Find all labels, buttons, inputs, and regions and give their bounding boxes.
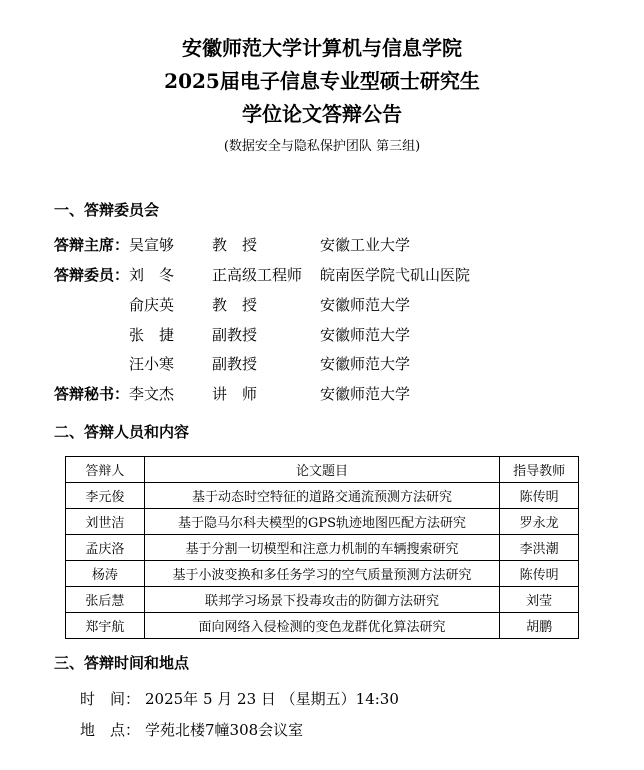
member-title: 副教授: [212, 326, 258, 344]
member-role: 答辩主席：: [54, 236, 130, 254]
committee-heading: 一、答辩委员会: [54, 201, 160, 219]
student-cell: 李元俊: [66, 483, 145, 509]
member-title: 讲 师: [212, 385, 258, 403]
member-title: 教 授: [212, 296, 258, 314]
defense-table: [65, 456, 579, 639]
time-label: 时 间：: [80, 690, 141, 708]
header-line-1: 安徽师范大学计算机与信息学院: [182, 36, 462, 60]
place-label: 地 点：: [80, 721, 141, 739]
student-cell: 孟庆洛: [66, 535, 145, 561]
member-role: 答辩秘书：: [54, 385, 130, 403]
advisor-cell: 罗永龙: [500, 509, 579, 535]
thesis-cell: 联邦学习场景下投毒攻击的防御方法研究: [144, 587, 500, 613]
thesis-cell: 基于分割一切模型和注意力机制的车辆搜索研究: [144, 535, 500, 561]
header-line-2: 2025届电子信息专业型硕士研究生: [164, 69, 480, 93]
member-org: 安徽师范大学: [320, 326, 411, 344]
member-name: 张 捷: [129, 326, 175, 344]
student-cell: 杨涛: [66, 561, 145, 587]
member-role: 答辩委员：: [54, 266, 130, 284]
advisor-cell: 胡鹏: [500, 613, 579, 639]
table-row: [66, 535, 579, 561]
member-org: 安徽师范大学: [320, 355, 411, 373]
student-cell: 张后慧: [66, 587, 145, 613]
member-title: 教 授: [212, 236, 258, 254]
member-org: 安徽工业大学: [320, 236, 411, 254]
member-name: 李文杰: [129, 385, 175, 403]
group-subtitle: (数据安全与隐私保护团队 第三组): [223, 139, 421, 154]
thesis-cell: 基于小波变换和多任务学习的空气质量预测方法研究: [144, 561, 500, 587]
defense-heading: 二、答辩人员和内容: [54, 423, 190, 441]
table-row: [66, 483, 579, 509]
thesis-cell: 基于隐马尔科夫模型的GPS轨迹地图匹配方法研究: [144, 509, 500, 535]
schedule-heading: 三、答辩时间和地点: [54, 654, 190, 672]
column-header-student: 答辩人: [66, 457, 145, 483]
table-header-row: [66, 457, 579, 483]
advisor-cell: 李洪潮: [500, 535, 579, 561]
table-row: [66, 509, 579, 535]
member-title: 副教授: [212, 355, 258, 373]
thesis-cell: 面向网络入侵检测的变色龙群优化算法研究: [144, 613, 500, 639]
advisor-cell: 陈传明: [500, 483, 579, 509]
student-cell: 刘世洁: [66, 509, 145, 535]
member-org: 安徽师范大学: [320, 385, 411, 403]
column-header-advisor: 指导教师: [500, 457, 579, 483]
student-cell: 郑宇航: [66, 613, 145, 639]
table-row: [66, 613, 579, 639]
member-name: 吴宣够: [129, 236, 175, 254]
advisor-cell: 刘莹: [500, 587, 579, 613]
member-title: 正高级工程师: [212, 266, 303, 284]
member-name: 汪小寒: [129, 355, 175, 373]
member-org: 皖南医学院弋矶山医院: [320, 266, 471, 284]
table-row: [66, 561, 579, 587]
table-row: [66, 587, 579, 613]
member-org: 安徽师范大学: [320, 296, 411, 314]
advisor-cell: 陈传明: [500, 561, 579, 587]
member-name: 俞庆英: [129, 296, 175, 314]
header-line-3: 学位论文答辩公告: [242, 102, 402, 126]
place-value: 学苑北楼7幢308会议室: [145, 721, 304, 739]
time-value: 2025年 5 月 23 日 （星期五）14:30: [145, 690, 399, 708]
thesis-cell: 基于动态时空特征的道路交通流预测方法研究: [144, 483, 500, 509]
member-name: 刘 冬: [129, 266, 175, 284]
column-header-thesis: 论文题目: [144, 457, 500, 483]
